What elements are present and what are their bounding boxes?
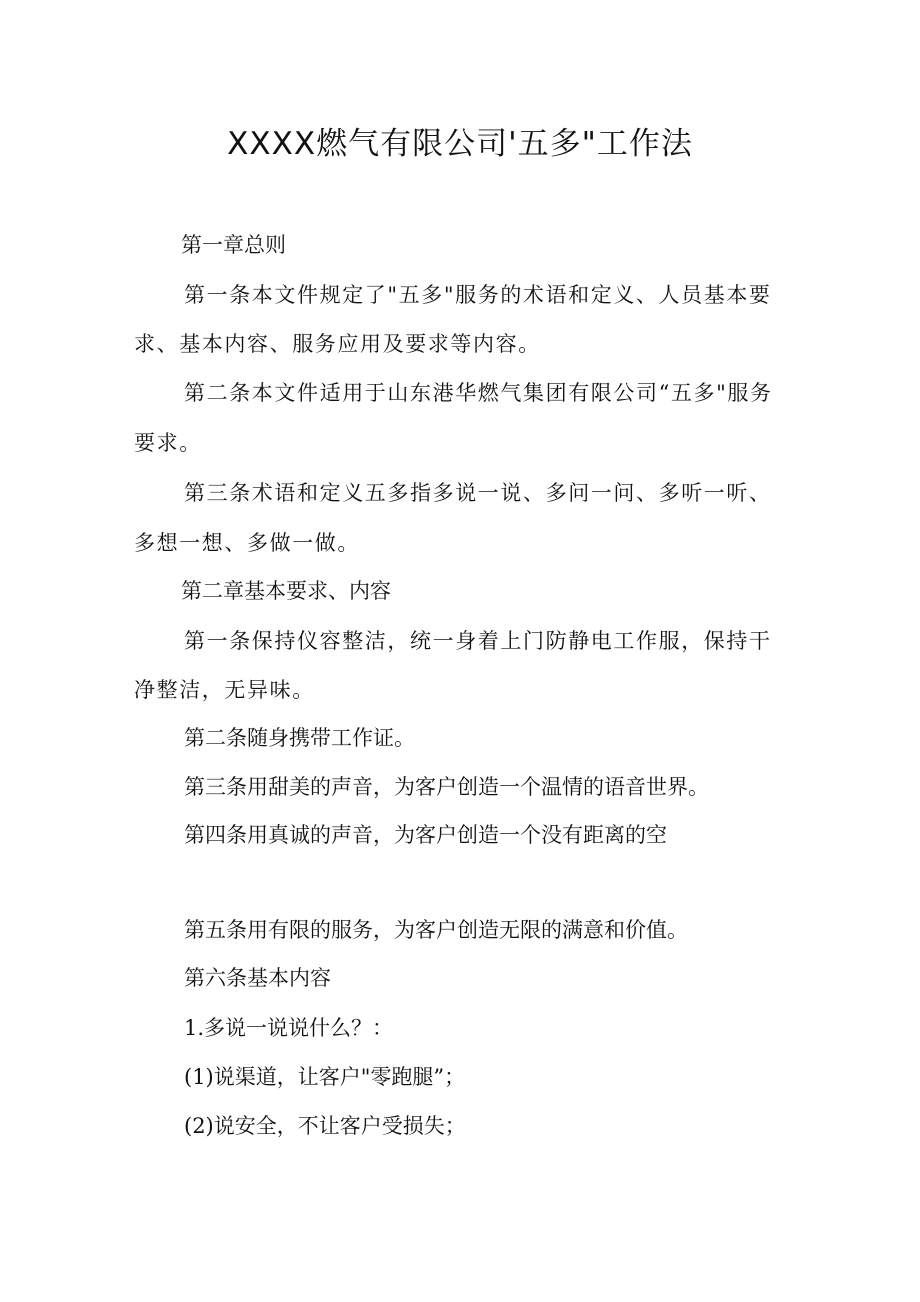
chapter1-article1-line1: 第一条本文件规定了"五多"服务的术语和定义、人员基本要 (184, 283, 772, 307)
document-title: XXXX燃气有限公司'五多"工作法 (227, 126, 693, 162)
chapter1-heading: 第一章总则 (181, 233, 286, 257)
chapter2-article5: 第五条用有限的服务，为客户创造无限的满意和价值。 (184, 918, 688, 942)
chapter2-heading: 第二章基本要求、内容 (181, 579, 391, 603)
list-item-1-2: (2)说安全，不让客户受损失； (184, 1114, 466, 1138)
chapter2-article1-line1: 第一条保持仪容整洁，统一身着上门防静电工作服，保持干 (184, 629, 772, 653)
list-item-1-1: (1)说渠道，让客户"零跑腿”； (184, 1065, 466, 1089)
chapter2-article2: 第二条随身携带工作证。 (184, 726, 415, 750)
chapter1-article3-line2: 多想一想、多做一做。 (134, 531, 360, 555)
chapter1-article3-line1: 第三条术语和定义五多指多说一说、多问一问、多听一听、 (184, 481, 772, 505)
chapter1-article2-line2: 要求。 (134, 431, 202, 455)
chapter2-article4: 第四条用真诚的声音，为客户创造一个没有距离的空 (184, 823, 667, 847)
chapter2-article1-line2: 净整洁，无异味。 (134, 678, 315, 702)
chapter1-article1-line2: 求、基本内容、服务应用及要求等内容。 (134, 332, 541, 356)
chapter2-article6: 第六条基本内容 (184, 966, 331, 990)
list-item-1: 1.多说一说说什么？： (184, 1016, 394, 1040)
chapter2-article3: 第三条用甜美的声音，为客户创造一个温情的语音世界。 (184, 775, 709, 799)
chapter1-article2-line1: 第二条本文件适用于山东港华燃气集团有限公司“五多"服务 (184, 381, 773, 405)
